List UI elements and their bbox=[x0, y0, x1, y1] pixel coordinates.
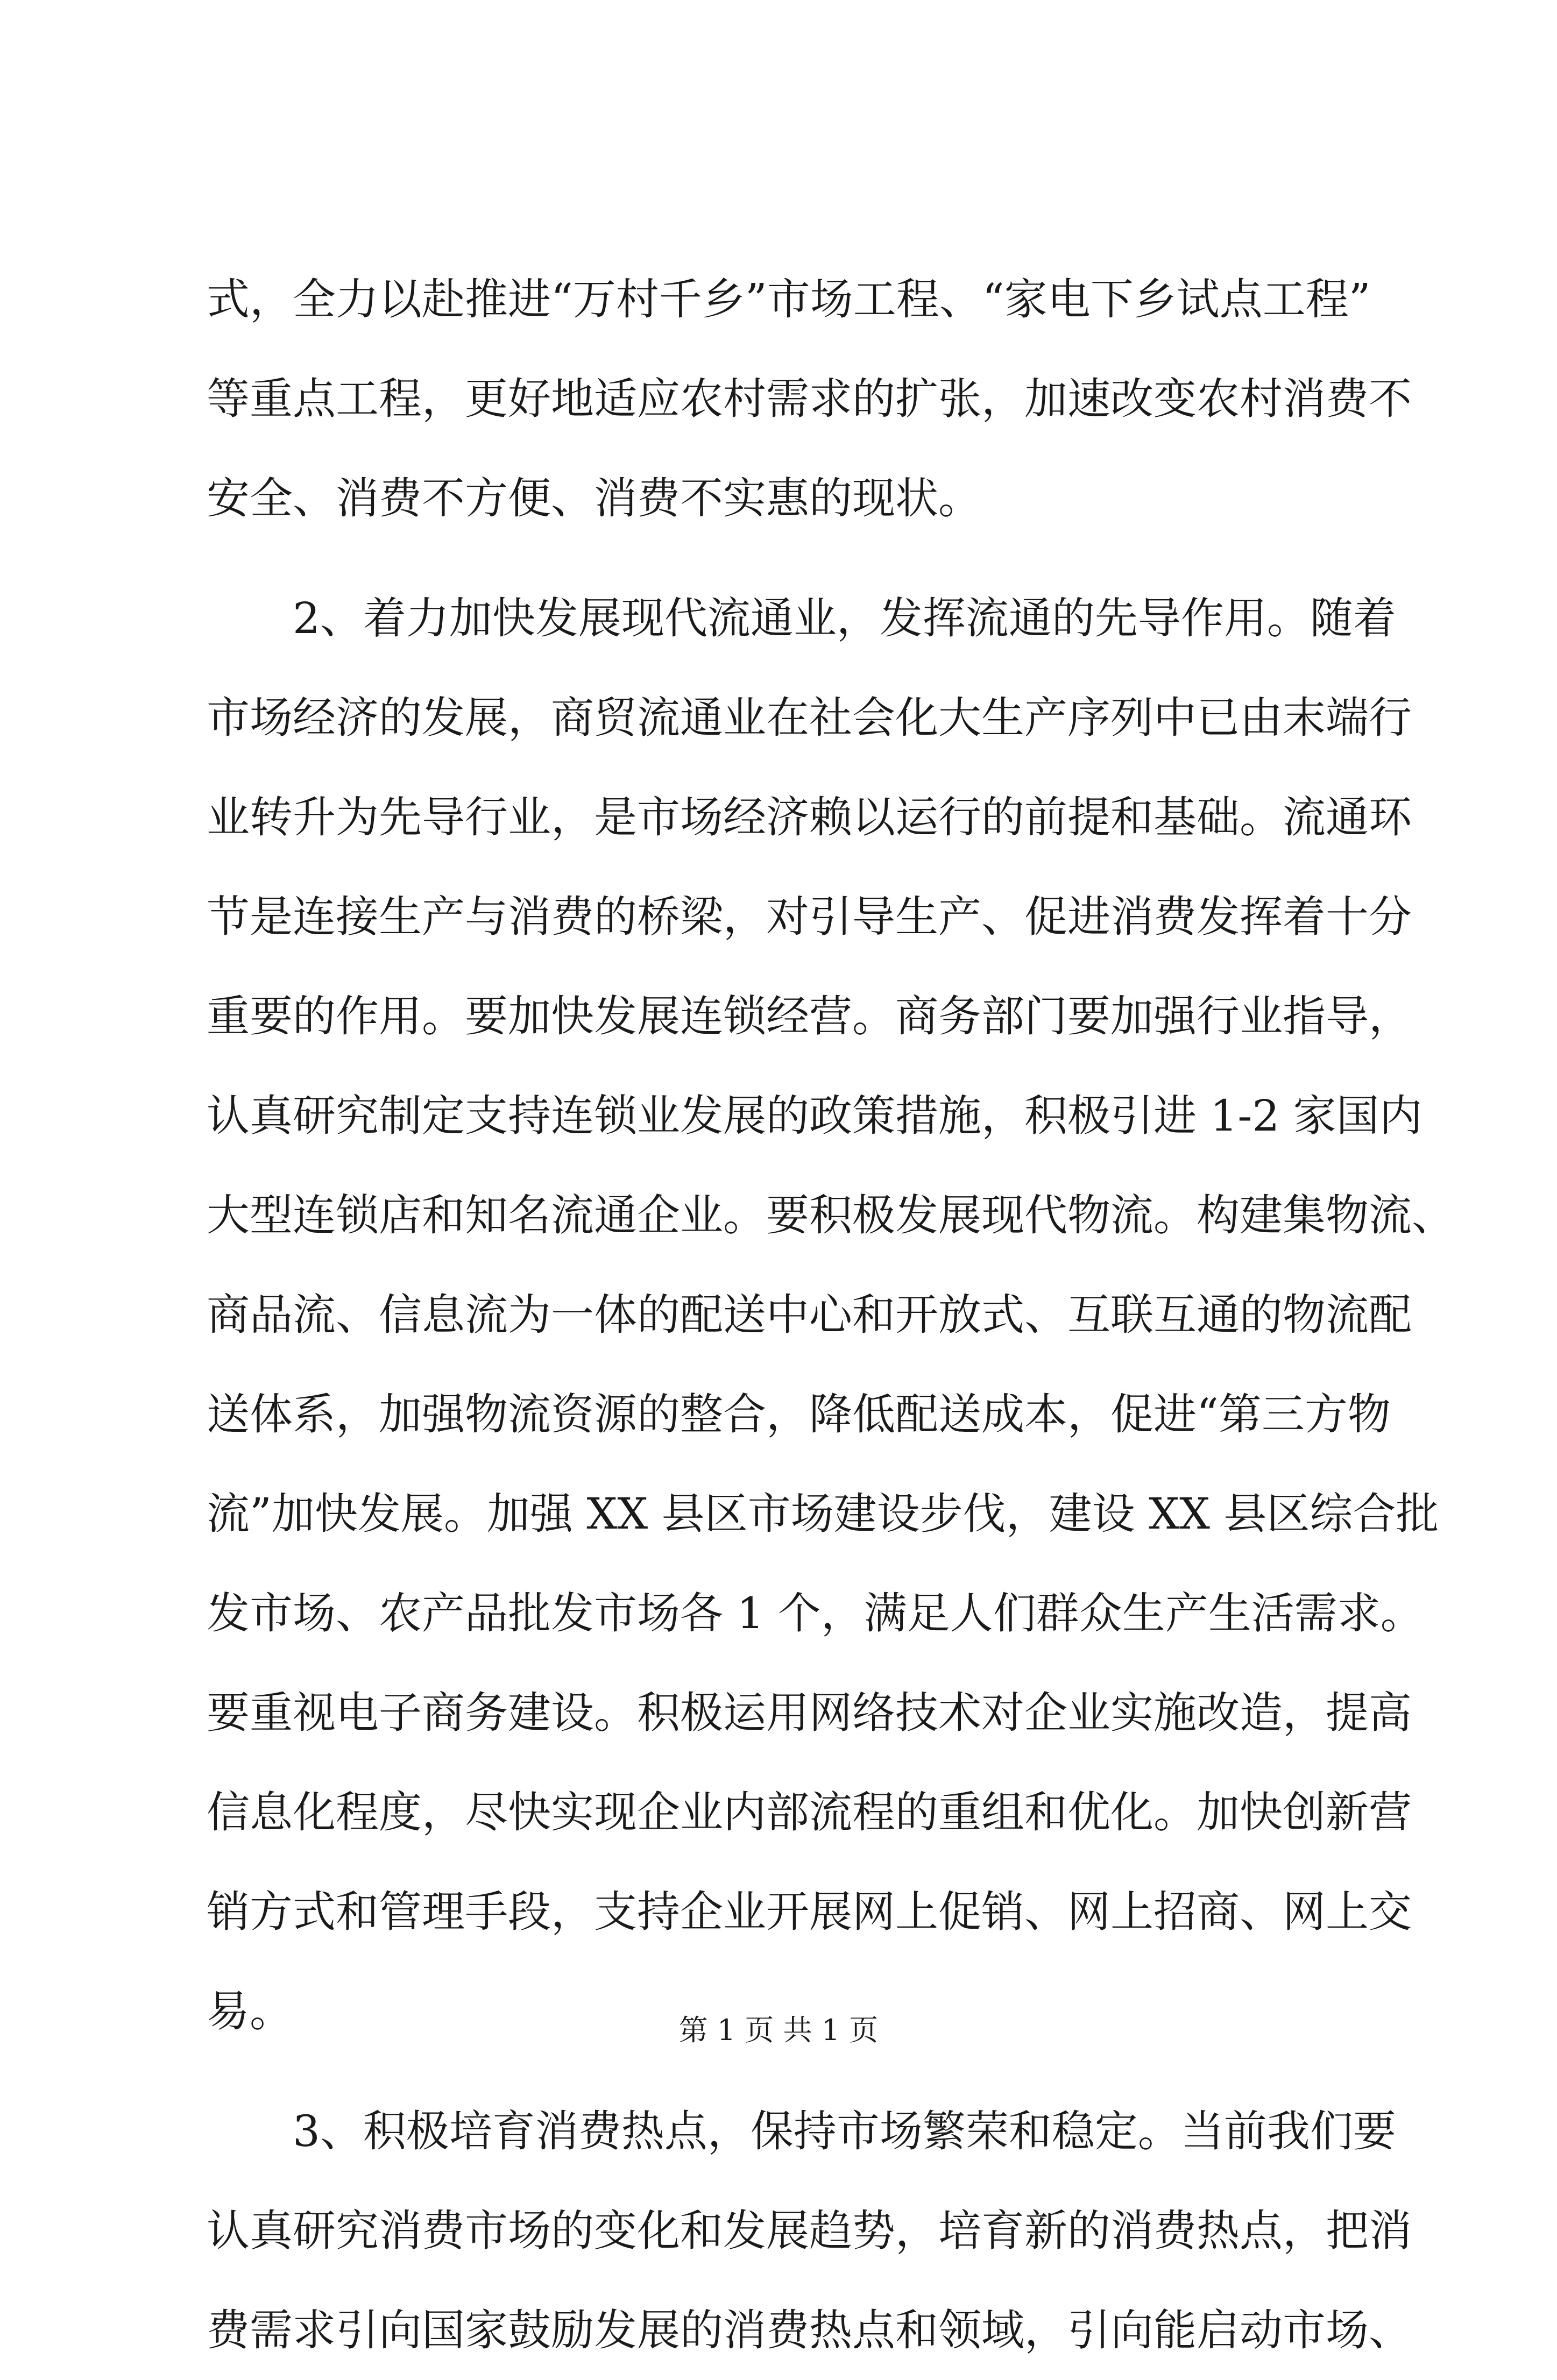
text-line: 安全、消费不方便、消费不实惠的现状。 bbox=[207, 473, 981, 523]
text-line: 流”加快发展。加强 XX 县区市场建设步伐，建设 XX 县区综合批 bbox=[207, 1489, 1439, 1539]
paragraph-gap bbox=[207, 548, 1350, 569]
text-line: 大型连锁店和知名流通企业。要积极发展现代物流。构建集物流、 bbox=[207, 1190, 1455, 1240]
text-line: 认真研究消费市场的变化和发展趋势，培育新的消费热点，把消 bbox=[207, 2206, 1412, 2256]
text-line: 信息化程度，尽快实现企业内部流程的重组和优化。加快创新营 bbox=[207, 1787, 1412, 1837]
paragraph-3 bbox=[207, 2081, 1412, 2380]
text-line: 2、着力加快发展现代流通业，发挥流通的先导作用。随着 bbox=[293, 593, 1396, 643]
page-number-footer: 第 1 页 共 1 页 bbox=[678, 2013, 879, 2047]
text-line: 重要的作用。要加快发展连锁经营。商务部门要加强行业指导， bbox=[207, 991, 1412, 1041]
text-line: 节是连接生产与消费的桥梁，对引导生产、促进消费发挥着十分 bbox=[207, 892, 1412, 942]
paragraph-2 bbox=[207, 569, 1455, 2061]
text-line: 业转升为先导行业，是市场经济赖以运行的前提和基础。流通环 bbox=[207, 792, 1412, 842]
text-line: 费需求引向国家鼓励发展的消费热点和领域，引向能启动市场、 bbox=[207, 2305, 1412, 2355]
paragraph-gap bbox=[207, 2061, 1350, 2081]
text-line: 市场经济的发展，商贸流通业在社会化大生产序列中已由末端行 bbox=[207, 693, 1412, 743]
text-line: 销方式和管理手段，支持企业开展网上促销、网上招商、网上交 bbox=[207, 1887, 1412, 1937]
paragraph-continuation bbox=[207, 250, 1412, 548]
text-line: 认真研究制定支持连锁业发展的政策措施，积极引进 1-2 家国内 bbox=[207, 1091, 1422, 1141]
text-line: 式，全力以赴推进“万村千乡”市场工程、“家电下乡试点工程” bbox=[207, 274, 1371, 324]
text-line: 易。 bbox=[207, 1986, 293, 2036]
text-line: 要重视电子商务建设。积极运用网络技术对企业实施改造，提高 bbox=[207, 1688, 1412, 1738]
text-line: 3、积极培育消费热点，保持市场繁荣和稳定。当前我们要 bbox=[293, 2106, 1396, 2156]
document-body bbox=[207, 250, 1455, 2380]
text-line: 发市场、农产品批发市场各 1 个，满足人们群众生产生活需求。 bbox=[207, 1588, 1424, 1638]
text-line: 商品流、信息流为一体的配送中心和开放式、互联互通的物流配 bbox=[207, 1290, 1412, 1340]
text-line: 等重点工程，更好地适应农村需求的扩张，加速改变农村消费不 bbox=[207, 374, 1412, 424]
text-line: 送体系，加强物流资源的整合，降低配送成本，促进“第三方物 bbox=[207, 1389, 1391, 1439]
